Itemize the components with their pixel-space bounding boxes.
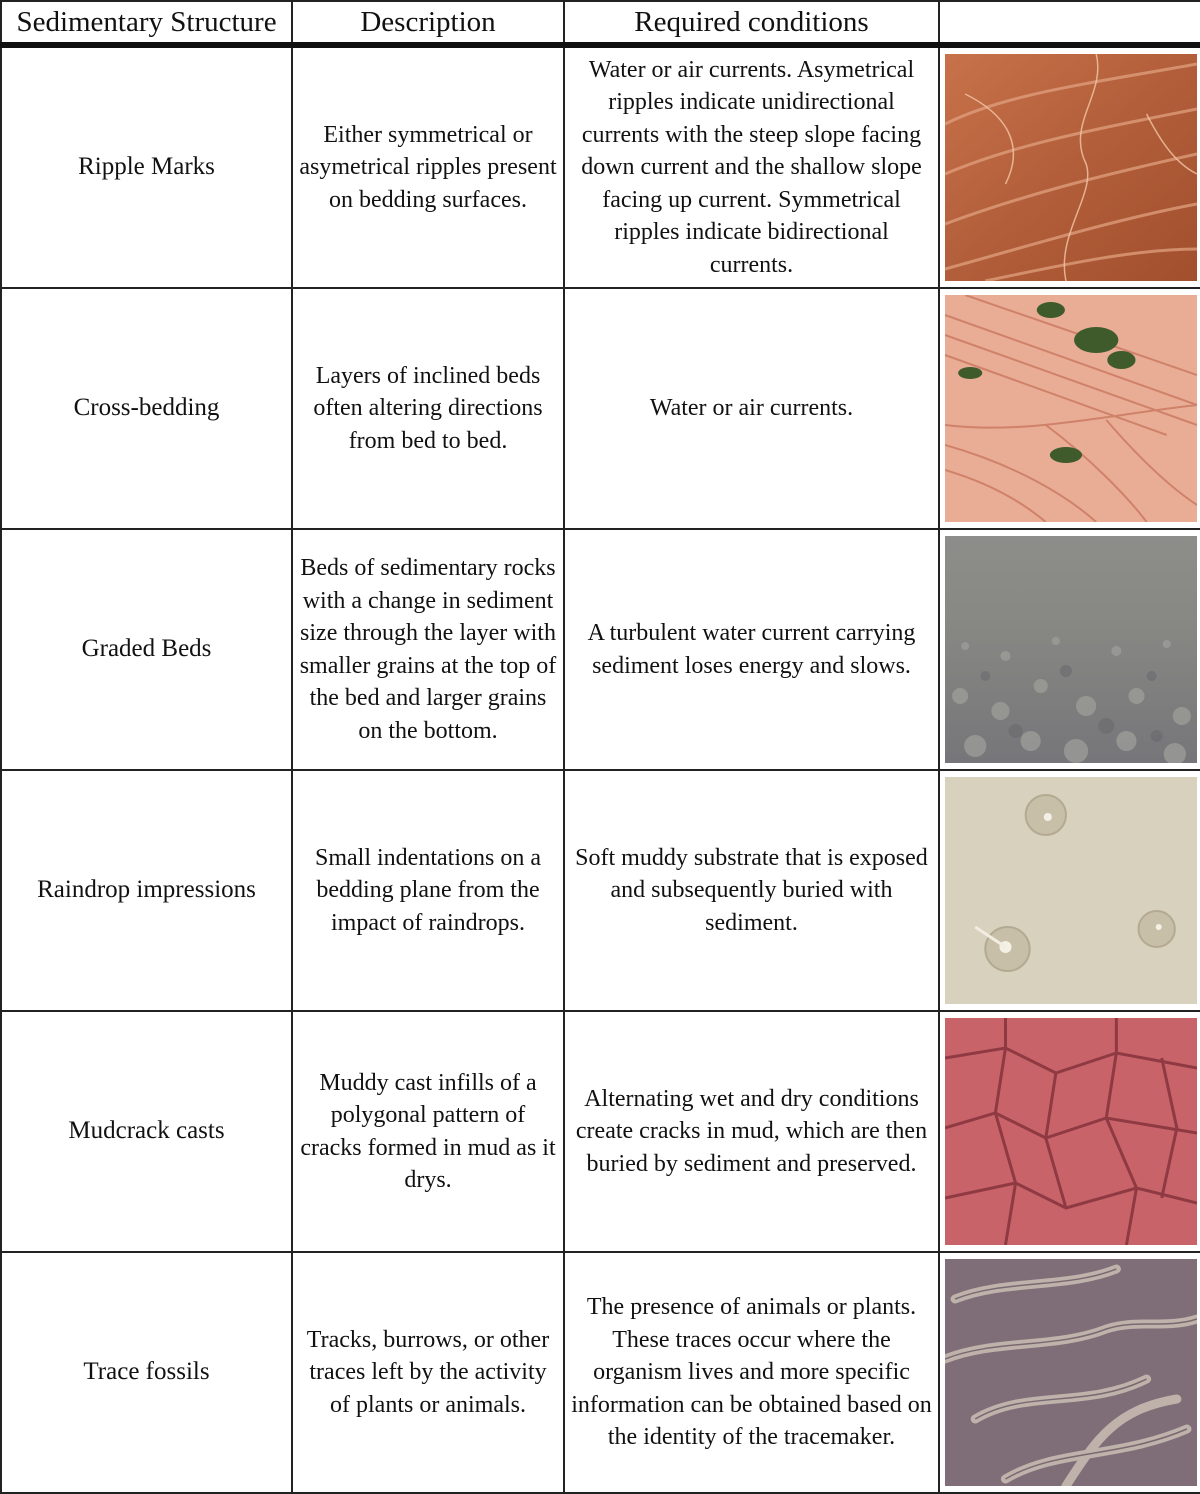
photo-cell — [939, 770, 1200, 1011]
header-row — [1, 1, 1200, 45]
trace-fossils-photo — [945, 1259, 1197, 1486]
ripple-marks-photo — [945, 54, 1197, 281]
structure-conditions: Soft muddy substrate that is exposed and subsequently buried with sediment. — [564, 770, 939, 1011]
structure-description: Muddy cast infills of a polygonal pattern of cracks formed in mud as it drys. — [292, 1011, 564, 1252]
table-row — [1, 1011, 1200, 1252]
photo-cell — [939, 1011, 1200, 1252]
header-description: Description — [292, 1, 564, 45]
structure-description: Either symmetrical or asymetrical ripples present on bedding surfaces. — [292, 45, 564, 288]
photo-cell — [939, 529, 1200, 770]
structure-name: Ripple Marks — [1, 45, 292, 288]
mudcrack-casts-photo — [945, 1018, 1197, 1245]
structure-conditions: The presence of animals or plants. These traces occur where the organism lives and more specific information can be obtained based on the identity of the tracemaker. — [564, 1252, 939, 1493]
structure-description: Small indentations on a bedding plane from the impact of raindrops. — [292, 770, 564, 1011]
structure-description: Beds of sedimentary rocks with a change in sediment size through the layer with smaller grains at the top of the bed and larger grains on the bottom. — [292, 529, 564, 770]
table-row — [1, 45, 1200, 288]
header-conditions: Required conditions — [564, 1, 939, 45]
photo-cell — [939, 288, 1200, 529]
structure-description: Layers of inclined beds often altering directions from bed to bed. — [292, 288, 564, 529]
structure-description: Tracks, burrows, or other traces left by the activity of plants or animals. — [292, 1252, 564, 1493]
table-row — [1, 770, 1200, 1011]
structure-conditions: Alternating wet and dry conditions create cracks in mud, which are then buried by sediment and preserved. — [564, 1011, 939, 1252]
structure-name: Cross-bedding — [1, 288, 292, 529]
raindrop-impressions-photo — [945, 777, 1197, 1004]
header-photo — [939, 1, 1200, 45]
header-structure: Sedimentary Structure — [1, 1, 292, 45]
structure-conditions: A turbulent water current carrying sediment loses energy and slows. — [564, 529, 939, 770]
table-row — [1, 529, 1200, 770]
photo-cell — [939, 45, 1200, 288]
cross-bedding-photo — [945, 295, 1197, 522]
structure-name: Raindrop impressions — [1, 770, 292, 1011]
structure-conditions: Water or air currents. Asymetrical ripples indicate unidirectional currents with the steep slope facing down current and the shallow slope facing up current. Symmetrical ripples indicate bidirectional currents. — [564, 45, 939, 288]
graded-beds-photo — [945, 536, 1197, 763]
structure-conditions: Water or air currents. — [564, 288, 939, 529]
structure-name: Trace fossils — [1, 1252, 292, 1493]
table-row — [1, 288, 1200, 529]
structure-name: Mudcrack casts — [1, 1011, 292, 1252]
structure-name: Graded Beds — [1, 529, 292, 770]
